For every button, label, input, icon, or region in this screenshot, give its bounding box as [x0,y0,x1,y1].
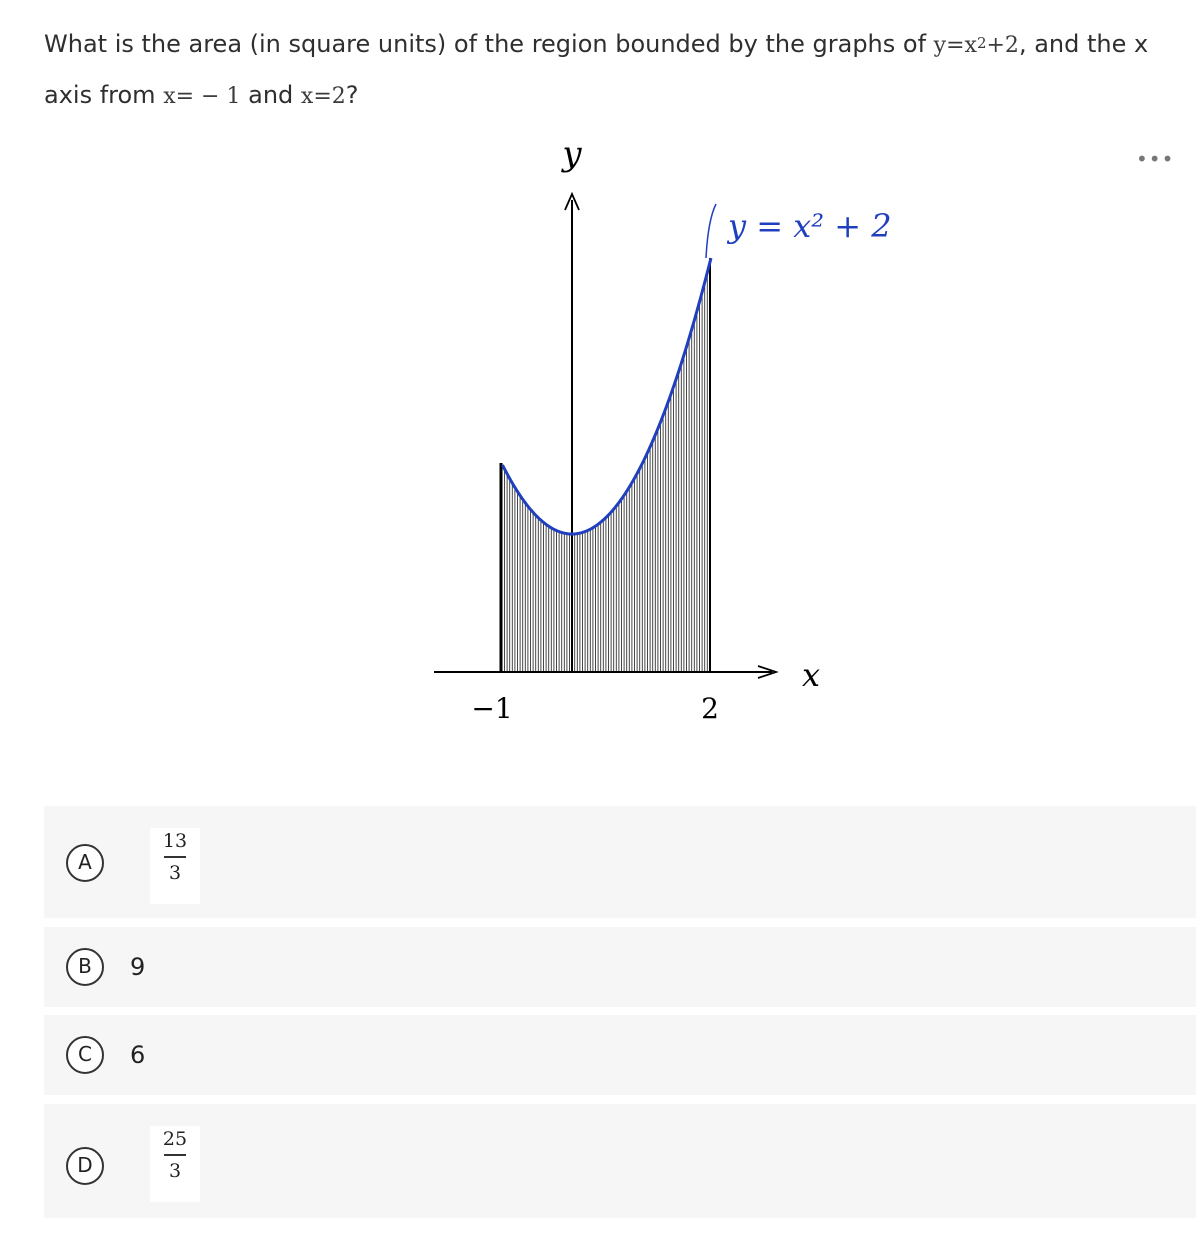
option-b[interactable] [44,927,1196,1007]
option-d[interactable] [44,1104,1196,1218]
option-c-value: 6 [130,1041,146,1069]
shaded-region [505,262,710,672]
and-word: and [248,81,294,109]
option-a-numerator: 13 [162,830,188,852]
option-d-fraction [150,1126,200,1202]
option-a-denominator: 3 [168,861,182,884]
curve-label: y = x² + 2 [728,207,892,245]
x-axis-label: x [801,656,821,694]
function-lhs: y=x [933,33,977,58]
question-text-before: What is the area (in square units) of the region bounded by the graphs of [44,30,927,58]
option-b-value: 9 [130,953,146,981]
question-mark: ? [345,81,359,109]
option-a-fraction [150,828,200,904]
option-a[interactable] [44,806,1196,918]
function-exponent: 2 [976,34,987,52]
option-d-numerator: 25 [162,1128,188,1150]
y-axis-label: y [562,134,582,174]
lower-bound: x= − 1 [163,84,241,109]
option-a-letter: A [66,844,104,882]
option-c-letter: C [66,1036,104,1074]
option-a-fraction-bar [164,856,186,858]
option-d-fraction-bar [164,1154,186,1156]
parabola-curve [503,258,712,534]
more-options-button[interactable]: ••• [1136,147,1175,171]
curve-label-connector [706,204,716,258]
tick-label-right: 2 [701,692,719,725]
option-b-letter: B [66,948,104,986]
function-rhs: +2 [986,33,1019,58]
upper-bound: x=2 [300,84,346,109]
question-text-middle: , and the x axis from [44,30,1149,109]
tick-label-left: −1 [471,692,513,725]
option-d-letter: D [66,1147,104,1185]
option-c[interactable] [44,1015,1196,1095]
option-d-denominator: 3 [168,1159,182,1182]
